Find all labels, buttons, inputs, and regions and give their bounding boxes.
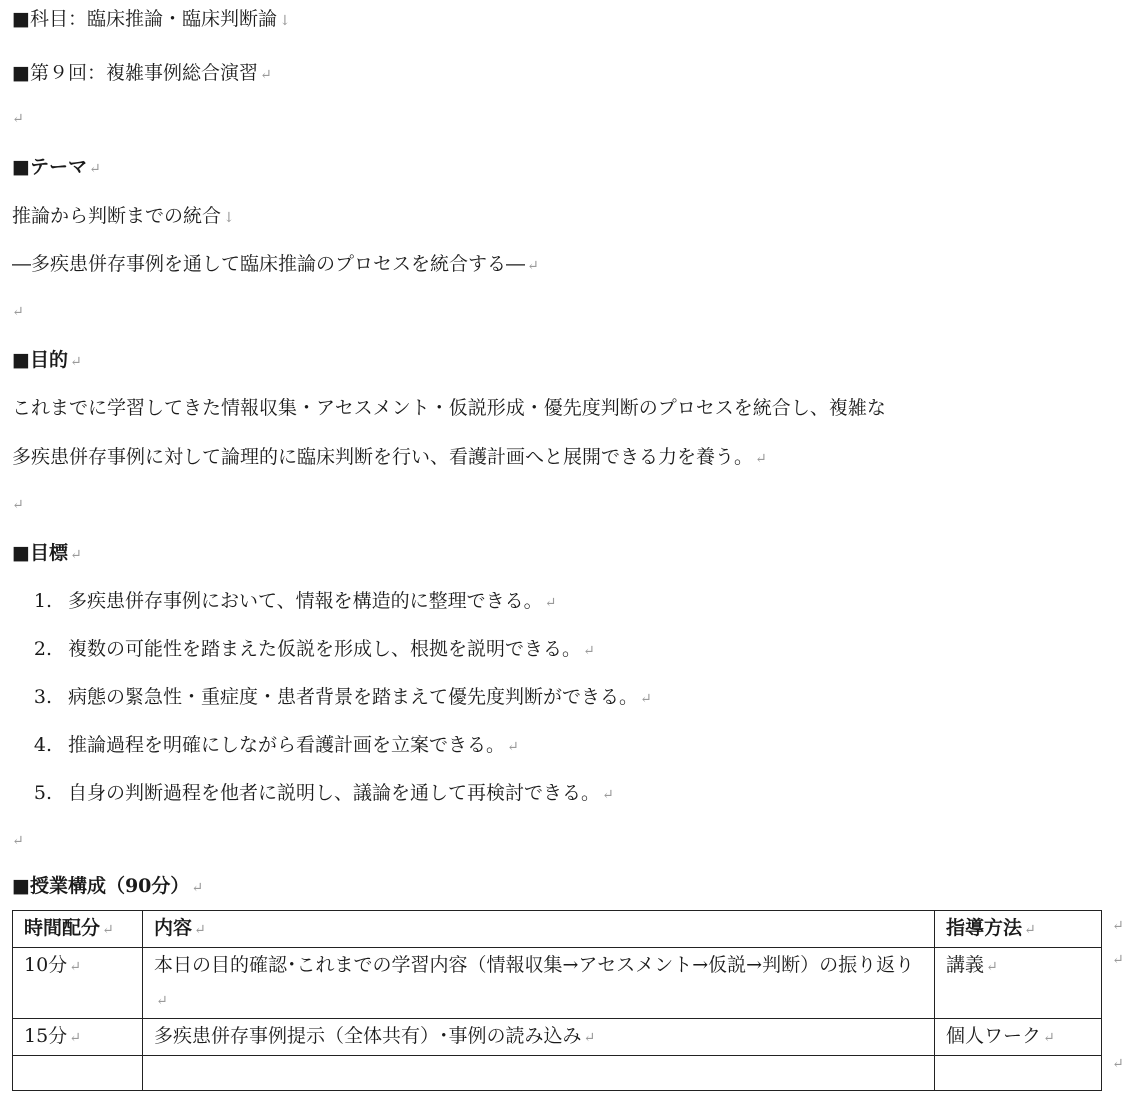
goal-number: 5. xyxy=(33,782,52,804)
row-end-mark: ↵ xyxy=(1112,952,1124,968)
row-method xyxy=(935,1056,1102,1091)
row-time: 15分 ↵ xyxy=(13,1019,143,1056)
paragraph-mark: ↵ xyxy=(602,787,614,803)
subject-line xyxy=(12,4,291,34)
goal-text: 複数の可能性を踏まえた仮説を形成し、根拠を説明できる。 xyxy=(68,638,582,660)
goal-item xyxy=(12,682,652,712)
header-time: 時間配分 ↵ xyxy=(13,911,143,948)
row-content: 本日の目的確認･これまでの学習内容（情報収集→アセスメント→仮説→判断）の振り返り↵ xyxy=(143,948,935,1019)
session-line xyxy=(12,58,272,88)
row-content xyxy=(143,1056,935,1091)
row-end-mark: ↵ xyxy=(1112,918,1124,934)
structure-heading: ■授業構成（90分） xyxy=(12,875,190,897)
line-break-mark: ↓ xyxy=(223,210,235,226)
purpose-line2 xyxy=(12,442,767,472)
theme-text1: 推論から判断までの統合 xyxy=(12,205,222,227)
goals-heading-line xyxy=(12,538,82,568)
paragraph-mark: ↵ xyxy=(69,547,82,563)
theme-text2: ―多疾患併存事例を通して臨床推論のプロセスを統合する― xyxy=(12,253,526,275)
lesson-structure-table xyxy=(12,910,1102,1091)
empty-paragraph-mark: ↵ xyxy=(12,497,24,513)
paragraph-mark: ↵ xyxy=(88,161,101,177)
paragraph-mark: ↵ xyxy=(544,595,557,611)
purpose-text2: 多疾患併存事例に対して論理的に臨床判断を行い、看護計画へと展開できる力を養う。 xyxy=(12,446,754,468)
table-row xyxy=(13,1019,1102,1056)
line-break-mark: ↓ xyxy=(278,13,291,29)
goal-item xyxy=(12,730,519,760)
purpose-heading-line xyxy=(12,345,82,375)
goal-text: 推論過程を明確にしながら看護計画を立案できる。 xyxy=(68,734,506,756)
paragraph-mark: ↵ xyxy=(191,880,204,896)
paragraph-mark: ↵ xyxy=(259,67,272,83)
subject-text: ■科目：臨床推論・臨床判断論 xyxy=(12,8,277,30)
theme-heading: ■テーマ xyxy=(12,156,87,178)
purpose-text1: これまでに学習してきた情報収集・アセスメント・仮説形成・優先度判断のプロセスを統合し、複雑な xyxy=(12,397,886,419)
goal-text: 多疾患併存事例において、情報を構造的に整理できる。 xyxy=(68,590,543,612)
goal-text: 自身の判断過程を他者に説明し、議論を通して再検討できる。 xyxy=(68,782,601,804)
theme-line1 xyxy=(12,201,235,231)
table-header-row xyxy=(13,911,1102,948)
structure-heading-line xyxy=(12,871,203,901)
paragraph-mark: ↵ xyxy=(583,643,595,659)
goals-heading: ■目標 xyxy=(12,542,68,564)
row-content: 多疾患併存事例提示（全体共有）･事例の読み込み ↵ xyxy=(143,1019,935,1056)
theme-heading-line xyxy=(12,152,101,182)
header-method: 指導方法 ↵ xyxy=(935,911,1102,948)
goal-number: 2. xyxy=(33,638,52,660)
paragraph-mark: ↵ xyxy=(507,739,519,755)
empty-paragraph-mark: ↵ xyxy=(12,111,24,127)
row-method: 個人ワーク ↵ xyxy=(935,1019,1102,1056)
purpose-heading: ■目的 xyxy=(12,349,68,371)
goal-number: 3. xyxy=(33,686,52,708)
paragraph-mark: ↵ xyxy=(69,354,82,370)
goal-number: 4. xyxy=(33,734,52,756)
row-end-mark: ↵ xyxy=(1112,1056,1124,1072)
empty-paragraph-mark: ↵ xyxy=(12,833,24,849)
paragraph-mark: ↵ xyxy=(527,258,539,274)
session-text: ■第９回：複雑事例総合演習 xyxy=(12,62,258,84)
table-row xyxy=(13,948,1102,1019)
row-method: 講義 ↵ xyxy=(935,948,1102,1019)
paragraph-mark: ↵ xyxy=(755,451,767,467)
purpose-line1 xyxy=(12,393,886,423)
goal-text: 病態の緊急性・重症度・患者背景を踏まえて優先度判断ができる。 xyxy=(68,686,639,708)
empty-paragraph-mark: ↵ xyxy=(12,304,24,320)
table-row-partial xyxy=(13,1056,1102,1091)
goal-item xyxy=(12,634,595,664)
header-content: 内容 ↵ xyxy=(143,911,935,948)
row-time xyxy=(13,1056,143,1091)
goal-item xyxy=(12,586,556,616)
paragraph-mark: ↵ xyxy=(640,691,652,707)
theme-line2 xyxy=(12,249,539,279)
goal-item xyxy=(12,778,614,808)
row-time: 10分 ↵ xyxy=(13,948,143,1019)
goal-number: 1. xyxy=(33,590,52,612)
